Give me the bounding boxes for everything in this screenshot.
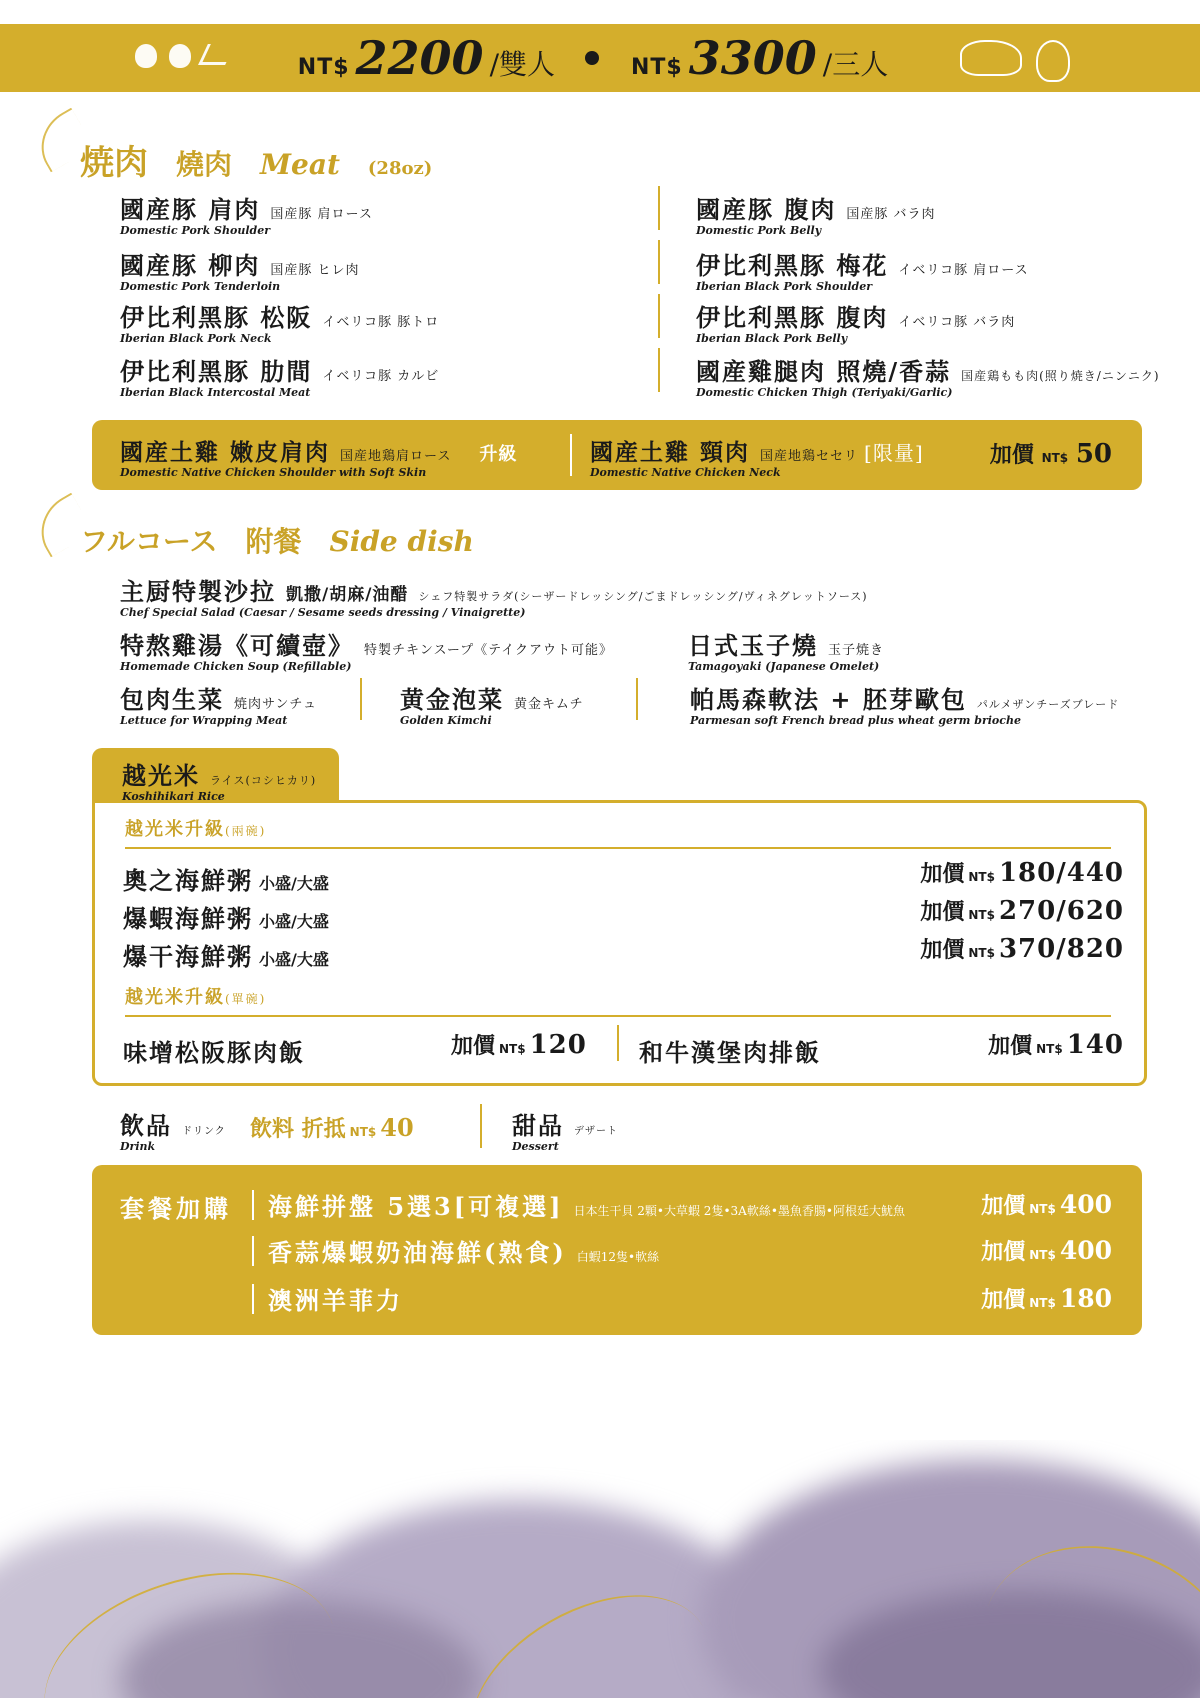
item-name: 奧之海鮮粥 <box>123 866 253 895</box>
discount-amount: 40 <box>380 1113 414 1142</box>
addon-amount: 370/820 <box>998 934 1124 964</box>
item-name: 國産豚 腹肉 <box>696 195 837 224</box>
title-zh: 附餐 <box>245 525 302 558</box>
item-desc: 白蝦12隻•軟絲 <box>576 1250 660 1264</box>
item-name: 特熬雞湯《可續壺》 <box>120 631 354 660</box>
divider <box>570 434 572 476</box>
item-en: Lettuce for Wrapping Meat <box>120 714 288 727</box>
item-en: Domestic Pork Shoulder <box>120 224 270 237</box>
item-jp: 国産地鶏肩ロース <box>340 449 452 464</box>
divider <box>125 847 1111 849</box>
drink-item <box>120 1106 226 1152</box>
divider <box>252 1236 254 1266</box>
item-options: 凱撒/胡麻/油醋 <box>286 585 409 605</box>
currency-label: NT$ <box>968 946 995 960</box>
rice-bowl-item <box>123 1033 305 1068</box>
rice-bowl-price <box>988 1029 1124 1060</box>
rice-bowl-price <box>451 1029 587 1060</box>
addon-band-label: 套餐加購 <box>120 1194 232 1223</box>
divider <box>360 678 362 720</box>
item-name: 伊比利黑豚 梅花 <box>696 251 889 280</box>
pig-icon <box>960 40 1022 76</box>
item-name: 國産土雞 頸肉 <box>590 439 751 466</box>
item-en: Dessert <box>512 1140 559 1153</box>
item-name: 國産豚 柳肉 <box>120 251 261 280</box>
item-jp: 国産鶏もも肉(照り焼き/ニンニク) <box>961 369 1160 383</box>
item-desc: 日本生干貝 2顆•大草蝦 2隻•3A軟絲•墨魚香腸•阿根廷大魷魚 <box>573 1204 905 1218</box>
item-en: Iberian Black Pork Belly <box>696 332 848 345</box>
price-banner <box>0 24 1200 92</box>
addon-price <box>981 1189 1112 1220</box>
sub-title: 越光米升級 <box>125 987 225 1008</box>
item-size: 小盛/大盛 <box>259 912 329 931</box>
addon-label: 加價 <box>451 1033 496 1059</box>
item-jp: 国産地鶏セセリ <box>760 449 859 464</box>
porridge-price <box>920 857 1124 888</box>
side-section-title <box>80 520 474 560</box>
side-item <box>690 680 1119 726</box>
item-name: 包肉生菜 <box>120 685 224 714</box>
separator-dot <box>585 51 599 65</box>
title-en: Meat <box>260 148 340 181</box>
item-jp: イベリコ豚 肩ロース <box>898 263 1029 278</box>
item-name: 帕馬森軟法 + 胚芽歐包 <box>690 685 967 714</box>
sub-note: (兩碗) <box>225 824 267 838</box>
item-jp: 特製チキンスープ《テイクアウト可能》 <box>364 643 614 658</box>
upgrade-item <box>590 434 924 478</box>
side-item <box>400 680 584 726</box>
item-name: 伊比利黑豚 肋間 <box>120 357 313 386</box>
item-name: 黄金泡菜 <box>400 685 504 714</box>
meat-item <box>120 246 360 292</box>
currency-label: NT$ <box>297 55 350 80</box>
item-en: Iberian Black Pork Shoulder <box>696 280 873 293</box>
item-jp: 焼肉サンチュ <box>234 697 317 712</box>
item-en: Chef Special Salad (Caesar / Sesame seeds dressing / Vinaigrette) <box>120 606 526 619</box>
addon-item <box>252 1233 659 1268</box>
currency-label: NT$ <box>968 908 995 922</box>
rice-item <box>122 756 316 802</box>
side-item <box>120 626 613 672</box>
item-name: 伊比利黑豚 腹肉 <box>696 303 889 332</box>
item-en: Domestic Native Chicken Shoulder with Soft Skin <box>120 466 427 479</box>
item-jp: デザート <box>574 1126 618 1137</box>
divider <box>658 186 660 230</box>
item-en: Golden Kimchi <box>400 714 492 727</box>
divider <box>658 240 660 284</box>
side-item <box>688 626 884 672</box>
item-en: Domestic Chicken Thigh (Teriyaki/Garlic) <box>696 386 953 399</box>
upgrade-price <box>990 438 1112 469</box>
currency-label: NT$ <box>499 1042 526 1056</box>
drink-discount <box>250 1112 414 1143</box>
set-price-line <box>298 31 902 85</box>
item-jp: 国産豚 バラ肉 <box>846 207 936 222</box>
item-name: 國産雞腿肉 照燒/香蒜 <box>696 357 952 386</box>
price-two-people: 2200 <box>355 31 484 85</box>
addon-amount: 120 <box>529 1030 587 1060</box>
egg-icon <box>135 44 157 68</box>
item-jp: イベリコ豚 豚トロ <box>322 315 440 330</box>
sub-title: 越光米升級 <box>125 819 225 840</box>
discount-label: 飲料 折抵 <box>250 1116 346 1142</box>
currency-label: NT$ <box>1029 1296 1056 1310</box>
currency-label: NT$ <box>968 870 995 884</box>
addon-amount: 400 <box>1059 1190 1112 1219</box>
divider <box>480 1104 482 1148</box>
addon-label: 加價 <box>989 442 1034 468</box>
item-jp: 国産豚 ヒレ肉 <box>270 263 360 278</box>
item-name: 國産豚 肩肉 <box>120 195 261 224</box>
item-name: 澳洲羊菲力 <box>268 1286 403 1315</box>
item-name: 日式玉子燒 <box>688 631 818 660</box>
addon-label: 加價 <box>988 1033 1033 1059</box>
item-jp: 国産豚 肩ロース <box>270 207 373 222</box>
item-name: 主厨特製沙拉 <box>120 577 276 606</box>
item-jp: パルメザンチーズブレード <box>976 698 1120 711</box>
item-size: 小盛/大盛 <box>259 874 329 893</box>
rice-upgrade-box <box>92 800 1147 1086</box>
porridge-item <box>123 937 329 972</box>
meat-item <box>120 298 439 344</box>
porridge-item <box>123 861 329 896</box>
item-name: 越光米 <box>122 761 200 790</box>
price-three-people: 3300 <box>688 31 817 85</box>
decor-icons <box>135 44 230 68</box>
item-en: Domestic Native Chicken Neck <box>590 466 781 479</box>
rice-tab <box>92 748 339 803</box>
item-name: 和牛漢堡肉排飯 <box>639 1038 821 1067</box>
addon-item <box>252 1187 905 1222</box>
currency-label: NT$ <box>1029 1202 1056 1216</box>
divider <box>252 1284 254 1314</box>
upgrade-item <box>120 434 517 478</box>
currency-label: NT$ <box>1036 1042 1063 1056</box>
addon-price <box>981 1283 1112 1314</box>
item-jp: イベリコ豚 カルビ <box>322 369 440 384</box>
meat-weight: (28oz) <box>367 158 433 179</box>
item-name: 國産土雞 嫩皮肩肉 <box>120 439 331 466</box>
rice-upgrade-two-title <box>125 815 266 841</box>
item-name: 香蒜爆蝦奶油海鮮(熟食) <box>268 1238 567 1267</box>
divider <box>636 678 638 720</box>
addon-amount: 180/440 <box>998 858 1124 888</box>
currency-label: NT$ <box>1029 1248 1056 1262</box>
divider <box>252 1190 254 1220</box>
title-jp: フルコース <box>80 525 218 558</box>
watercolor-background <box>0 1440 1200 1698</box>
upgrade-label: 升級 <box>479 444 518 465</box>
addon-amount: 180 <box>1059 1284 1112 1313</box>
sub-note: (單碗) <box>225 992 267 1006</box>
item-en: Tamagoyaki (Japanese Omelet) <box>688 660 880 673</box>
item-name: 爆干海鮮粥 <box>123 942 253 971</box>
rice-upgrade-one-title <box>125 983 266 1009</box>
divider <box>658 348 660 392</box>
item-name: 味增松阪豚肉飯 <box>123 1038 305 1067</box>
item-en: Drink <box>120 1140 156 1153</box>
addon-label: 加價 <box>981 1239 1026 1265</box>
per-two-label: /雙人 <box>489 48 555 81</box>
item-en: Domestic Pork Belly <box>696 224 822 237</box>
addon-label: 加價 <box>981 1193 1026 1219</box>
meat-item <box>120 352 439 398</box>
addon-label: 加價 <box>920 937 965 963</box>
item-jp: ドリンク <box>182 1126 226 1137</box>
addon-label: 加價 <box>920 861 965 887</box>
addon-price <box>981 1235 1112 1266</box>
bird-icon <box>198 44 235 65</box>
animal-icons <box>960 40 1070 82</box>
porridge-item <box>123 899 329 934</box>
per-three-label: /三人 <box>822 48 889 81</box>
meat-item <box>120 190 373 236</box>
porridge-price <box>920 895 1124 926</box>
currency-label: NT$ <box>349 1125 377 1139</box>
divider <box>617 1025 619 1061</box>
addon-label: 加價 <box>920 899 965 925</box>
currency-label: NT$ <box>631 55 683 80</box>
meat-item <box>696 190 936 236</box>
chicken-icon <box>1036 40 1070 82</box>
item-name: 爆蝦海鮮粥 <box>123 904 253 933</box>
addon-amount: 140 <box>1066 1030 1124 1060</box>
dessert-item <box>512 1106 618 1152</box>
addon-amount: 270/620 <box>998 896 1124 926</box>
meat-item <box>696 246 1029 292</box>
addon-band <box>92 1165 1142 1335</box>
addon-item <box>252 1281 403 1316</box>
item-jp: ライス(コシヒカリ) <box>210 774 317 787</box>
rice-bowl-item <box>639 1033 821 1068</box>
item-name: 甜品 <box>512 1111 564 1140</box>
item-jp: イベリコ豚 バラ肉 <box>898 315 1016 330</box>
egg-icon <box>169 44 191 68</box>
item-en: Domestic Pork Tenderloin <box>120 280 281 293</box>
item-jp: シェフ特製サラダ(シーザードレッシング/ごまドレッシング/ヴィネグレットソース) <box>418 590 868 603</box>
meat-item <box>696 298 1015 344</box>
item-en: Iberian Black Pork Neck <box>120 332 272 345</box>
item-name: 伊比利黑豚 松阪 <box>120 303 313 332</box>
divider <box>125 1015 1111 1017</box>
title-jp: 焼肉 <box>80 143 148 183</box>
item-en: Koshihikari Rice <box>122 790 225 803</box>
side-item <box>120 680 317 726</box>
divider <box>658 294 660 338</box>
limited-badge: [限量] <box>864 441 924 465</box>
item-jp: 玉子焼き <box>828 643 885 658</box>
item-en: Parmesan soft French bread plus wheat germ brioche <box>690 714 1021 727</box>
item-en: Iberian Black Intercostal Meat <box>120 386 311 399</box>
addon-amount: 400 <box>1059 1236 1112 1265</box>
porridge-price <box>920 933 1124 964</box>
addon-amount: 50 <box>1075 439 1112 469</box>
upgrade-band <box>92 420 1142 490</box>
currency-label: NT$ <box>1041 451 1069 465</box>
item-en: Homemade Chicken Soup (Refillable) <box>120 660 352 673</box>
title-zh: 燒肉 <box>176 148 233 181</box>
item-name: 飲品 <box>120 1111 172 1140</box>
title-en: Side dish <box>329 525 474 558</box>
item-jp: 黄金キムチ <box>514 697 584 712</box>
meat-item <box>696 352 1160 398</box>
item-size: 小盛/大盛 <box>259 950 329 969</box>
meat-section-title <box>80 135 432 184</box>
side-item <box>120 572 868 618</box>
item-name: 海鮮拼盤 5選3[可複選] <box>268 1192 564 1221</box>
addon-label: 加價 <box>981 1287 1026 1313</box>
